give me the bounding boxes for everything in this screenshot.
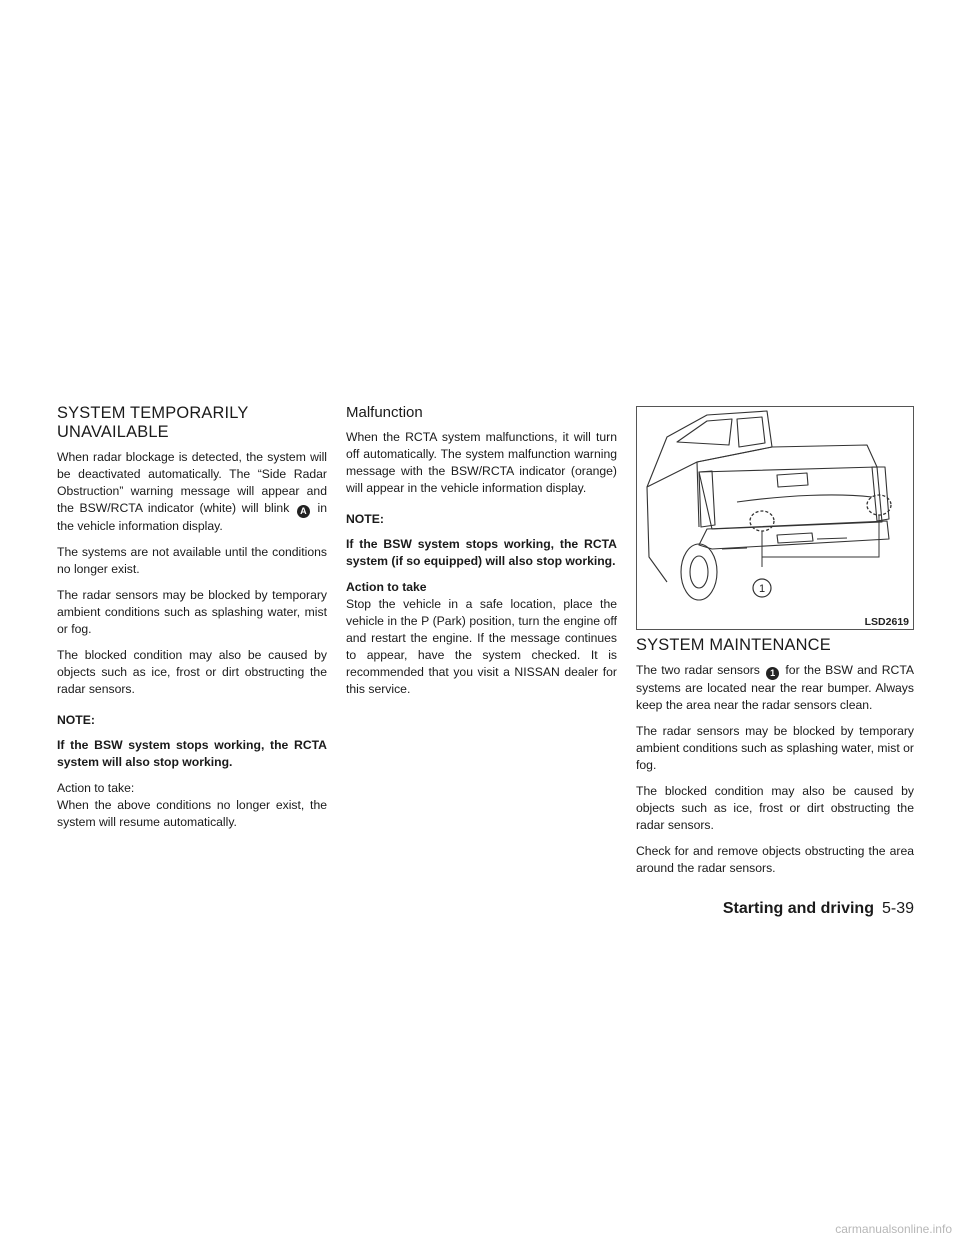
column-left (57, 404, 327, 840)
section-heading: SYSTEM MAINTENANCE (636, 636, 831, 654)
right-taillight (872, 467, 889, 521)
section-heading: SYSTEM TEMPORARILY UNAVAILABLE (57, 404, 249, 441)
paragraph-text: in the vehicle information display. (57, 501, 328, 533)
left-taillight (699, 471, 715, 527)
note-label: NOTE: (57, 713, 95, 727)
paragraph-text: When radar blockage is detected, the system will be deactivated automatically. The “Side Radar Obstruction” warning message will appear and the BSW/RCTA indicator (white) will blink (57, 450, 327, 515)
note-label: NOTE: (346, 512, 384, 526)
rear-bumper (699, 521, 889, 549)
paragraph: The systems are not available until the conditions no longer exist. (57, 545, 327, 576)
note-text: If the BSW system stops working, the RCTA system (if so equipped) will also stop working. (346, 537, 617, 568)
column-middle (346, 404, 617, 707)
footer-section-title: Starting and driving (722, 900, 874, 917)
rear-window (677, 419, 732, 445)
truck-drawing (637, 407, 913, 629)
paragraph (636, 662, 914, 714)
column-right (636, 636, 914, 886)
action-text: When the above conditions no longer exist, the system will resume automatically. (57, 798, 327, 829)
subsection-heading: Malfunction (346, 404, 423, 421)
wheel-hub (690, 556, 708, 588)
tailgate (699, 467, 882, 529)
left-sensor-zone (750, 511, 774, 531)
page-footer (636, 900, 914, 918)
paragraph: Check for and remove objects obstructing the area around the radar sensors. (636, 844, 914, 875)
paragraph: When the RCTA system malfunctions, it will turn off automatically. The system malfunction warning message with the BSW/RCTA indicator (orange) will appear in the vehicle information display. (346, 430, 617, 495)
action-text: Stop the vehicle in a safe location, place the vehicle in the P (Park) position, turn the engine off and restart the engine. If the message continues to appear, have the system checked. It is recommended that you visit a NISSAN dealer for this service. (346, 597, 617, 696)
rear-wheel (681, 544, 717, 600)
figure-code: LSD2619 (864, 616, 909, 628)
action-label: Action to take: (57, 781, 135, 795)
license-plate-recess (777, 533, 813, 543)
paragraph: The radar sensors may be blocked by temporary ambient conditions such as splashing water, mist or fog. (57, 588, 327, 636)
watermark: carmanualsonline.info (835, 1222, 952, 1236)
paragraph-text: The two radar sensors (636, 663, 760, 677)
paragraph (57, 449, 327, 535)
paragraph: The blocked condition may also be caused by objects such as ice, frost or dirt obstructing the radar sensors. (57, 648, 327, 696)
paragraph: The radar sensors may be blocked by temporary ambient conditions such as splashing water, mist or fog. (636, 724, 914, 772)
callout-marker-1: 1 (766, 667, 779, 680)
action-label: Action to take (346, 580, 427, 594)
tailgate-crease (737, 495, 872, 502)
paragraph-text: for the BSW and RCTA systems are located near the rear bumper. Always keep the area near the radar sensors clean. (636, 663, 914, 712)
cab-outline (647, 411, 772, 487)
side-window (737, 417, 765, 447)
truck-rear-illustration (636, 406, 914, 630)
note-text: If the BSW system stops working, the RCTA system will also stop working. (57, 738, 327, 769)
callout-marker-a: A (297, 505, 310, 518)
paragraph: The blocked condition may also be caused by objects such as ice, frost or dirt obstructing the radar sensors. (636, 784, 914, 832)
callout-number: 1 (758, 583, 766, 595)
leader-line (762, 515, 879, 557)
page-number: 5-39 (881, 900, 914, 917)
bed-rail (697, 445, 877, 467)
tailgate-handle (777, 473, 808, 487)
